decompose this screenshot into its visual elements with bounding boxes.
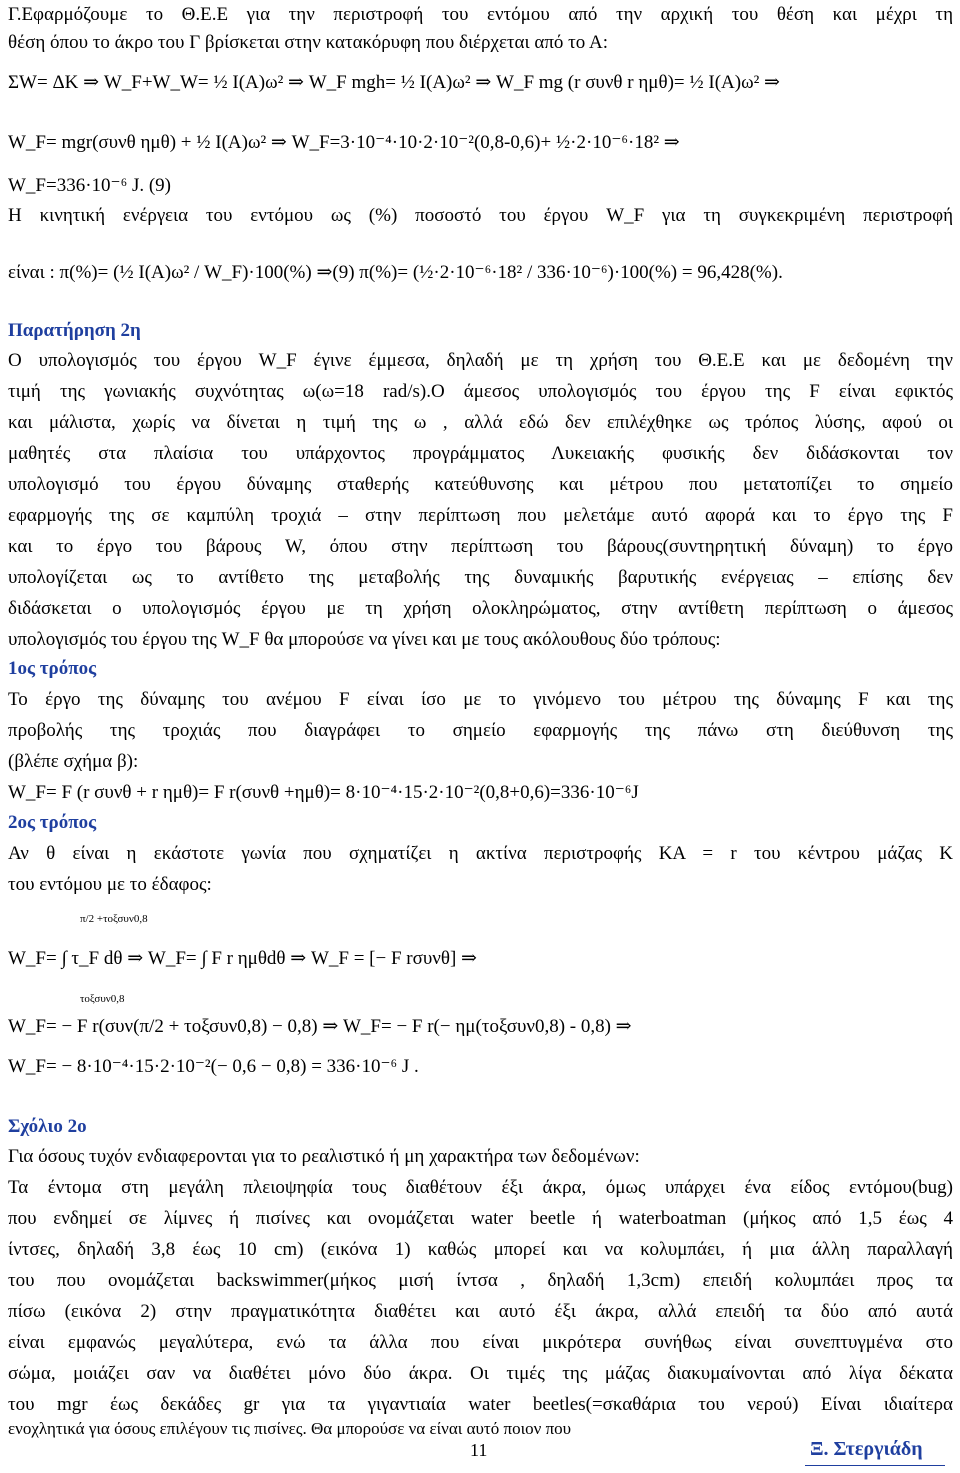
text-line: Η κινητική ενέργεια του εντόμου ως (%) ποσοστό του έργου W_F για τη συγκεκριμένη περιστροφή	[8, 205, 953, 226]
integral-upper-limit: π/2 +τοξσυν0,8	[80, 913, 148, 925]
equation-line: W_F=336·10⁻⁶ J. (9)	[8, 175, 171, 196]
equation-line: W_F= F (r συνθ + r ημθ)= F r(συνθ +ημθ)= 8·10⁻⁴·15·2·10⁻²(0,8+0,6)=336·10⁻⁶J	[8, 782, 639, 803]
equation-line: W_F= ∫ τ_F dθ ⇒ W_F= ∫ F r ημθdθ ⇒ W_F = [− F rσυνθ] ⇒	[8, 948, 477, 969]
text-line: Το έργο της δύναμης του ανέμου F είναι ίσο με το γινόμενο του μέτρου της δύναμης F και της	[8, 689, 953, 710]
text-line: και μάλιστα, χωρίς να δίνεται η τιμή της ω , αλλά εδώ δεν επιλέχθηκε ως τρόπος λύσης, αφού οι	[8, 412, 953, 433]
equation-line: ΣW= ΔΚ ⇒ W_F+W_W= ½ I(A)ω² ⇒ W_F mgh= ½ I(A)ω² ⇒ W_F mg (r συνθ r ημθ)= ½ I(A)ω² ⇒	[8, 72, 780, 93]
text-line: σώμα, μοιάζει σαν να διαθέτει μόνο δύο άκρα. Οι τιμές της μάζας διακυμαίνονται από λίγα δέκατα	[8, 1363, 953, 1384]
text-line: Για όσους τυχόν ενδιαφερονται για το ρεαλιστικό ή μη χαρακτήρα των δεδομένων:	[8, 1146, 640, 1167]
text-line: εφαρμογής της σε καμπύλη τροχιά – στην περίπτωση που μελετάμε αυτό αφορά και το έργο της F	[8, 505, 953, 526]
text-line: τιμή της γωνιακής συχνότητας ω(ω=18 rad/s).Ο άμεσος υπολογισμός του έργου της F είναι εφικτός	[8, 381, 953, 402]
text-line: διδάσκεται ο υπολογισμός έργου με τη χρήση ολοκληρώματος, στην αντίθετη περίπτωση ο άμεσος	[8, 598, 953, 619]
text-line: του mgr έως δεκάδες gr για τα γιγαντιαία water beetles(=σκαθάρια του νερού) Είναι ιδιαίτερα	[8, 1394, 953, 1415]
text-line: υπολογισμός του έργου της W_F θα μπορούσε να γίνει και με τους ακόλουθους δύο τρόπους:	[8, 629, 721, 650]
equation-line: W_F= − F r(συν(π/2 + τοξσυν0,8) − 0,8) ⇒ W_F= − F r(− ημ(τοξσυν0,8) - 0,8) ⇒	[8, 1016, 632, 1037]
author-name: Ξ. Στεργιάδη	[810, 1438, 923, 1460]
section-heading: Σχόλιο 2ο	[8, 1116, 87, 1137]
equation-line: είναι : π(%)= (½ I(A)ω² / W_F)·100(%) ⇒(9) π(%)= (½·2·10⁻⁶·18² / 336·10⁻⁶)·100(%) = 96,428(%).	[8, 262, 783, 283]
text-line: υπολογισμό του έργου δύναμης σταθερής κατεύθυνσης και μέτρου που μετατοπίζει το σημείο	[8, 474, 953, 495]
text-line: Τα έντομα στη μεγάλη πλειοψηφία τους διαθέτουν έξι άκρα, όμως υπάρχει ένα είδος εντόμου(bug)	[8, 1177, 953, 1198]
text-line: και το έργο του βάρους W, όπου στην περίπτωση του βάρους(συντηρητική δύναμη) το έργο	[8, 536, 953, 557]
text-line: είναι εμφανώς μεγαλύτερα, ενώ τα άλλα που είναι μικρότερα συνήθως είναι συνεπτυγμένα στο	[8, 1332, 953, 1353]
text-line: μαθητές στα πλαίσια του υπάρχοντος προγράμματος Λυκειακής φυσικής δεν διδάσκονται τον	[8, 443, 953, 464]
section-heading: Παρατήρηση 2η	[8, 320, 141, 341]
text-line: ίντσες, δηλαδή 3,8 έως 10 cm) (εικόνα 1) καθώς μπορεί και να κολυμπάει, ή μια άλλη παραλλαγή	[8, 1239, 953, 1260]
text-line: προβολής της τροχιάς που διαγράφει το σημείο εφαρμογής της πάνω στη διεύθυνση της	[8, 720, 953, 741]
text-line: του που ονομάζεται backswimmer(μήκος μισή ίντσα , δηλαδή 1,3cm) επειδή κολυμπάει προς τα	[8, 1270, 953, 1291]
text-line: θέση όπου το άκρο του Γ βρίσκεται στην κατακόρυφη που διέρχεται από το Α:	[8, 32, 609, 53]
text-line: που ενδημεί σε λίμνες ή πισίνες και ονομάζεται water beetle ή waterboatman (μήκος από 1,5 έως 4	[8, 1208, 953, 1229]
text-line: (βλέπε σχήμα β):	[8, 751, 139, 772]
text-line: Γ.Εφαρμόζουμε το Θ.Ε.Ε για την περιστροφή του εντόμου από την αρχική του θέση και μέχρι τη	[8, 4, 953, 25]
text-line: υπολογίζεται ως το αντίθετο της μεταβολής της δυναμικής βαρυτικής ενέργειας – επίσης δεν	[8, 567, 953, 588]
integral-lower-limit: τοξσυν0,8	[80, 993, 125, 1005]
footer-underline	[805, 1465, 945, 1466]
equation-line: W_F= − 8·10⁻⁴·15·2·10⁻²(− 0,6 − 0,8) = 336·10⁻⁶ J .	[8, 1056, 419, 1077]
text-line: πίσω (εικόνα 2) στην πραγματικότητα διαθέτει και αυτό έξι άκρα, αλλά επειδή τα δύο από αυτά	[8, 1301, 953, 1322]
text-line: του εντόμου με το έδαφος:	[8, 874, 212, 895]
page-number: 11	[470, 1440, 488, 1460]
text-line: Αν θ είναι η εκάστοτε γωνία που σχηματίζει η ακτίνα περιστροφής ΚΑ = r του κέντρου μάζας Κ	[8, 843, 953, 864]
text-line: Ο υπολογισμός του έργου W_F έγινε έμμεσα, δηλαδή με τη χρήση του Θ.Ε.Ε και με δεδομένη την	[8, 350, 953, 371]
text-line: ενοχλητικά για όσους επιλέγουν τις πισίνες. Θα μπορούσε να είναι αυτό ποιον που	[8, 1419, 572, 1438]
section-heading: 2ος τρόπος	[8, 812, 97, 833]
section-heading: 1ος τρόπος	[8, 658, 97, 679]
equation-line: W_F= mgr(συνθ ημθ) + ½ I(A)ω² ⇒ W_F=3·10⁻⁴·10·2·10⁻²(0,8-0,6)+ ½·2·10⁻⁶·18² ⇒	[8, 132, 680, 153]
